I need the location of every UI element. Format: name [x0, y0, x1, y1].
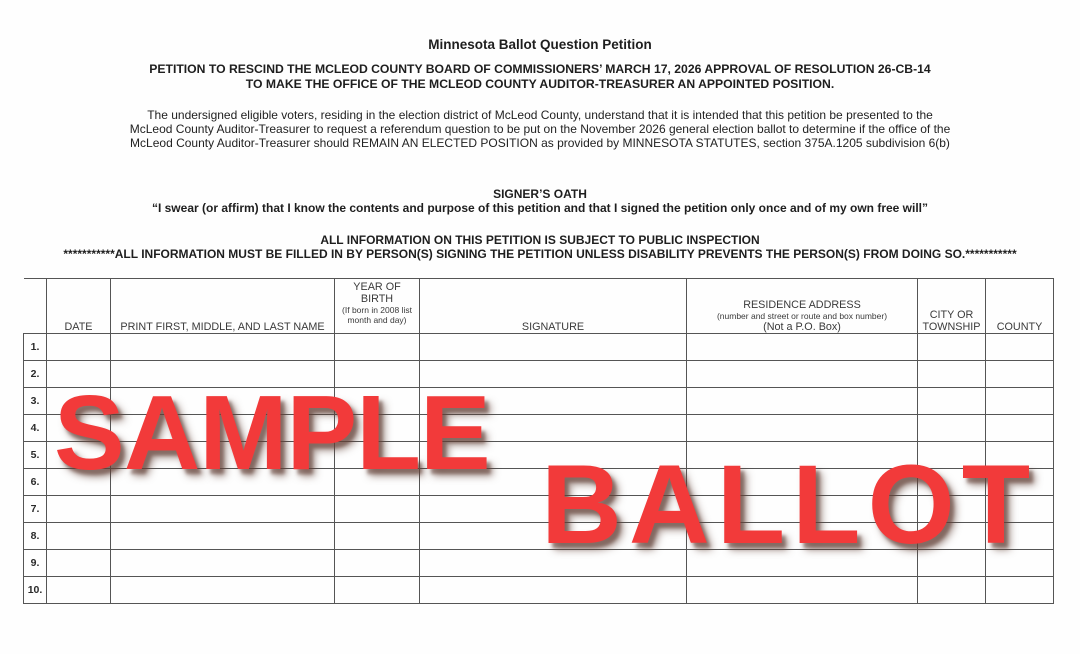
date-cell	[47, 577, 111, 604]
city-cell	[918, 388, 986, 415]
residence-header-line2: (number and street or route and box number)	[716, 311, 888, 321]
city-cell	[918, 361, 986, 388]
residence-cell	[687, 361, 918, 388]
signers-oath-text: “I swear (or affirm) that I know the contents and purpose of this petition and that I signed the petition only once and of my own free will”	[151, 201, 929, 215]
yob-cell	[335, 523, 420, 550]
sample-watermark: SAMPLE	[54, 374, 490, 492]
date-cell	[47, 550, 111, 577]
row-number: 9.	[24, 550, 47, 577]
table-header-row	[24, 279, 1054, 334]
city-township-header	[918, 279, 986, 334]
residence-cell	[687, 415, 918, 442]
county-cell	[986, 388, 1054, 415]
city-cell	[918, 415, 986, 442]
name-cell	[111, 523, 335, 550]
signature-header: SIGNATURE	[420, 279, 687, 334]
residence-address-header	[687, 279, 918, 334]
row-number: 4.	[24, 415, 47, 442]
row-number: 2.	[24, 361, 47, 388]
yob-cell	[335, 496, 420, 523]
table-row	[24, 577, 1054, 604]
county-cell	[986, 415, 1054, 442]
yob-cell	[335, 550, 420, 577]
yob-header-line1: YEAR OF	[353, 281, 401, 293]
yob-header-note2: month and day)	[347, 315, 407, 325]
name-cell	[111, 334, 335, 361]
table-row	[24, 334, 1054, 361]
residence-cell	[687, 334, 918, 361]
petition-paragraph-line2: McLeod County Auditor-Treasurer to request a referendum question to be put on the November 2026 general election ballot to determine if the office of the	[129, 122, 951, 136]
name-cell	[111, 550, 335, 577]
yob-cell	[335, 334, 420, 361]
county-cell	[986, 334, 1054, 361]
ballot-watermark: BALLOT	[541, 442, 1038, 567]
residence-header-line3: (Not a P.O. Box)	[763, 321, 841, 333]
yob-header-note1: (If born in 2008 list	[342, 305, 412, 315]
row-number: 8.	[24, 523, 47, 550]
signers-oath	[0, 187, 1080, 215]
date-cell	[47, 334, 111, 361]
county-header: COUNTY	[986, 279, 1054, 334]
year-of-birth-header	[335, 279, 420, 334]
yob-header-line2: BIRTH	[360, 293, 394, 305]
signature-cell	[420, 577, 687, 604]
county-cell	[986, 577, 1054, 604]
signature-cell	[420, 334, 687, 361]
date-cell	[47, 496, 111, 523]
county-cell	[986, 361, 1054, 388]
city-cell	[918, 334, 986, 361]
signers-oath-title: SIGNER’S OATH	[493, 187, 587, 201]
public-inspection-notice	[0, 234, 1080, 261]
name-cell	[111, 577, 335, 604]
city-header-line1: CITY OR	[929, 309, 974, 321]
row-number: 1.	[24, 334, 47, 361]
residence-cell	[687, 577, 918, 604]
yob-cell	[335, 577, 420, 604]
city-cell	[918, 577, 986, 604]
row-number: 7.	[24, 496, 47, 523]
petition-heading	[0, 62, 1080, 91]
row-number: 3.	[24, 388, 47, 415]
name-cell	[111, 496, 335, 523]
residence-header-line1: RESIDENCE ADDRESS	[743, 299, 861, 311]
petition-heading-line1: PETITION TO RESCIND THE MCLEOD COUNTY BOARD OF COMMISSIONERS’ MARCH 17, 2026 APPROVAL OF RESOLUTION 26-CB-14	[149, 62, 931, 76]
petition-heading-line2: TO MAKE THE OFFICE OF THE MCLEOD COUNTY AUDITOR-TREASURER AN APPOINTED POSITION.	[245, 76, 835, 91]
row-number: 5.	[24, 442, 47, 469]
city-header-line2: TOWNSHIP	[922, 321, 981, 333]
must-be-filled-line: ***********ALL INFORMATION MUST BE FILLED IN BY PERSON(S) SIGNING THE PETITION UNLESS DISABILITY PREVENTS THE PERSON(S) FROM DOING SO.***********	[63, 246, 1017, 261]
page-title: Minnesota Ballot Question Petition	[428, 37, 652, 52]
date-cell	[47, 523, 111, 550]
row-number: 6.	[24, 469, 47, 496]
date-header: DATE	[47, 279, 111, 334]
name-header: PRINT FIRST, MIDDLE, AND LAST NAME	[111, 279, 335, 334]
public-inspection-line: ALL INFORMATION ON THIS PETITION IS SUBJECT TO PUBLIC INSPECTION	[320, 233, 760, 247]
row-number: 10.	[24, 577, 47, 604]
residence-cell	[687, 388, 918, 415]
row-number-header	[24, 279, 47, 334]
petition-paragraph-line3: McLeod County Auditor-Treasurer should REMAIN AN ELECTED POSITION as provided by MINNESOTA STATUTES, section 375A.1205 subdivision 6(b)	[130, 136, 950, 150]
petition-paragraph	[0, 108, 1080, 150]
petition-paragraph-line1: The undersigned eligible voters, residing in the election district of McLeod County, understand that it is intended that this petition be presented to the	[147, 108, 933, 122]
